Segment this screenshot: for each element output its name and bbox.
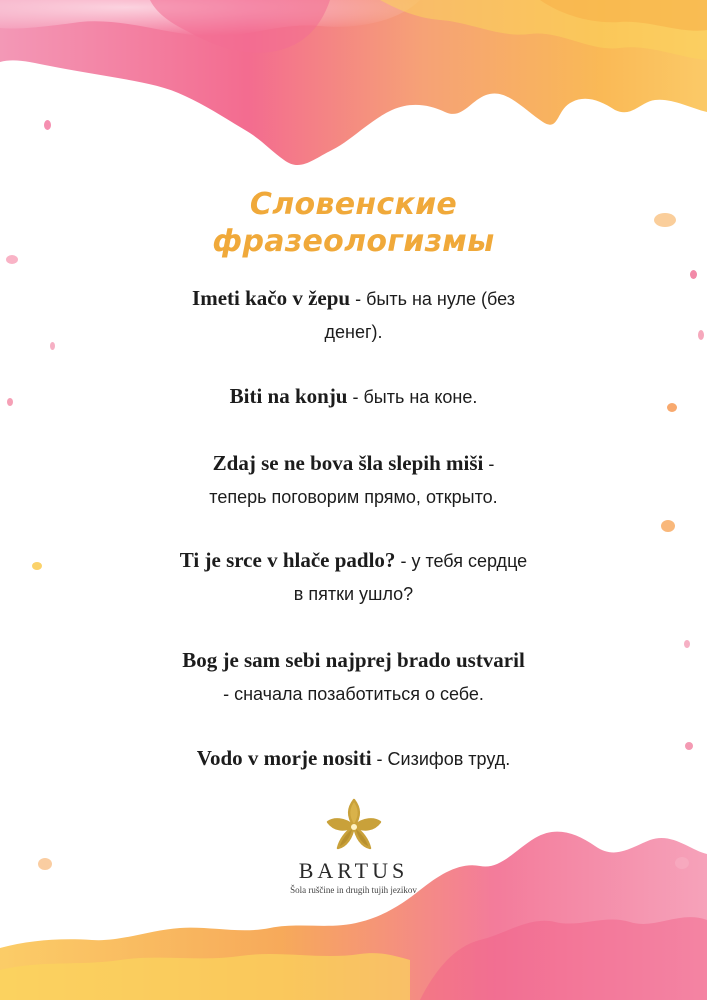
phrase-slovene: Bog je sam sebi najprej brado ustvaril: [182, 648, 525, 672]
lotus-flower-icon: [324, 796, 384, 852]
phrase-item: [0, 742, 707, 776]
phrase-item: [0, 644, 707, 711]
phrase-slovene: Ti je srce v hlače padlo?: [179, 548, 396, 572]
phrase-slovene: Vodo v morje nositi: [196, 746, 372, 770]
title-line-1: Словенские: [249, 187, 458, 222]
phrase-item: [0, 380, 707, 414]
phrase-russian-continued: денег).: [324, 322, 383, 342]
phrase-russian: быть на нуле (без: [366, 289, 515, 309]
phrase-dash: -: [483, 454, 495, 474]
phrase-russian-continued: в пятки ушло?: [293, 584, 414, 604]
brand-tagline: Šola ruščine in drugih tujih jezikov: [290, 885, 417, 895]
title-line-2: фразеологизмы: [212, 224, 495, 259]
phrase-russian: у тебя сердце: [411, 551, 528, 571]
page-title: [0, 186, 707, 260]
phrase-russian: Сизифов труд.: [387, 749, 511, 769]
phrase-item: [0, 544, 707, 611]
phrase-dash: -: [395, 551, 412, 571]
phrase-slovene: Biti na konju: [229, 384, 348, 408]
paint-speck: [661, 520, 675, 532]
phrase-item: [0, 282, 707, 349]
paint-speck: [690, 270, 697, 279]
phrase-item: [0, 447, 707, 514]
phrase-russian: теперь поговорим прямо, открыто.: [209, 487, 498, 507]
phrase-slovene: Imeti kačo v žepu: [192, 286, 351, 310]
brand-name: BARTUS: [298, 858, 409, 883]
brand-logo: [0, 796, 707, 895]
phrase-dash: -: [223, 684, 235, 704]
phrase-russian: быть на коне.: [363, 387, 478, 407]
phrase-dash: -: [371, 749, 388, 769]
phrase-dash: -: [347, 387, 364, 407]
phrase-slovene: Zdaj se ne bova šla slepih miši: [212, 451, 484, 475]
paint-speck: [44, 120, 51, 130]
phrase-dash: -: [350, 289, 367, 309]
phrase-russian: сначала позаботиться о себе.: [234, 684, 484, 704]
